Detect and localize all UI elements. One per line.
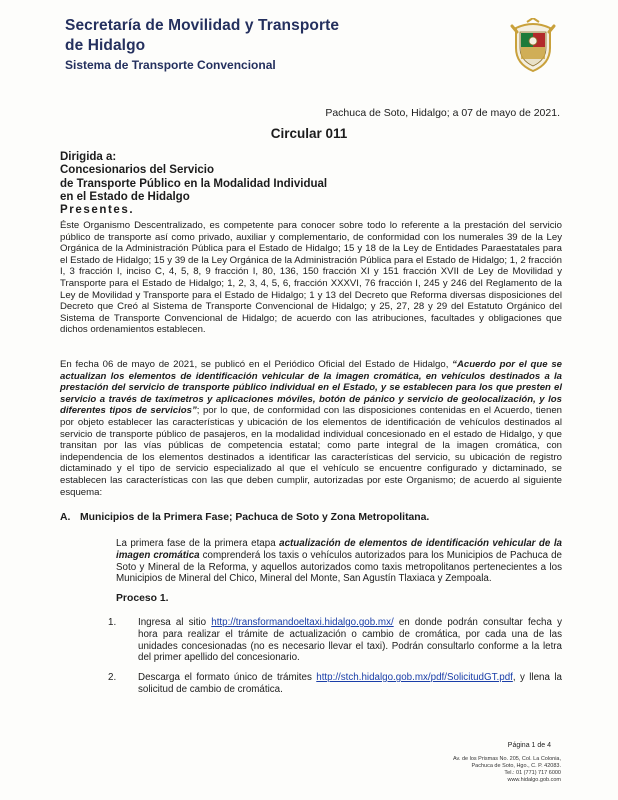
hidalgo-coat-of-arms-icon bbox=[508, 18, 558, 74]
emphasis-text: actualización de elementos de identificación vehicular de la imagen cromática bbox=[116, 538, 562, 561]
date-line: Pachuca de Soto, Hidalgo; a 07 de mayo de 2021. bbox=[325, 107, 560, 119]
addressee-line: de Transporte Público en la Modalidad Individual bbox=[60, 177, 328, 190]
organization-name bbox=[65, 16, 339, 56]
organization-name-line1: Secretaría de Movilidad y Transporte bbox=[65, 17, 340, 34]
proceso-heading: Proceso 1. bbox=[116, 593, 169, 604]
footer-address bbox=[453, 756, 561, 784]
list-text: Ingresa al sitio bbox=[138, 617, 212, 628]
phone-line: Tel.: 01 (771) 717 6000 bbox=[504, 770, 561, 776]
legal-basis-paragraph: Éste Organismo Descentralizado, es competente para conocer sobre todo lo referente a la prestación del servicio público de transporte así como privado, auxiliar y complementario, de conformidad con los numerales 39 de la Ley Orgánica de la Administración Pública para el Estado de Hidalgo; 15 y 18 de la Ley de Entidades Paraestatales para el Estado de Hidalgo; 15 y 39 de la Ley Orgánica de la Administración Pública para el Estado de Hidalgo; 1, 2 fracción I, 3 fracción I, inciso C, 4, 5, 8, 9 fracción I, 80, 136, 150 fracción XI y 151 fracción XVII de Ley de Movilidad y Transporte para el Estado de Hidalgo; 1, 2, 3, 4, 5, 6, fracción XXXVI, 76 fracción I, 245 y 246 del Reglamento de la Ley de Movilidad y Transporte para el Estado de Hidalgo; 1 y 13 del Decreto que Reforma diversas disposiciones del Decreto que Creó al Sistema de Transporte Convencional de Hidalgo; y 25, 27, 28 y 29 del Estatuto Orgánico del Sistema de Transporte Convencional de Hidalgo; de acuerdo con las atribuciones, facultades y obligaciones que dichos ordenamientos establecen. bbox=[60, 220, 562, 336]
addressee-line: Concesionarios del Servicio bbox=[60, 164, 215, 177]
list-text: , y llena la solicitud de cambio de cromática. bbox=[138, 672, 562, 695]
agreement-title: “Acuerdo por el que se actualizan los elementos de identificación vehicular de la imagen cromática, en vehículos destinados a la prestación del servicio de transporte público individual en el Estado, y se establecen para los que presten el servicio a través de taxímetros y aplicaciones móviles, botón de pánico y servicio de geolocalización, y los diferentes tipos de servicios” bbox=[60, 359, 562, 417]
paragraph-text: En fecha 06 de mayo de 2021, se publicó en el Periódico Oficial del Estado de Hidalgo, bbox=[60, 359, 453, 370]
list-item bbox=[108, 672, 562, 696]
solicitud-pdf-link[interactable]: http://stch.hidalgo.gob.mx/pdf/SolicitudGT.pdf bbox=[316, 672, 513, 683]
section-a-paragraph bbox=[116, 538, 562, 585]
paragraph-text: ; por lo que, de conformidad con las disposiciones contenidas en el Acuerdo, tienen por objeto establecer las características y ubicación de los elementos de identificación de vehículos destinados al servicio de transporte público de pasajeros, en la modalidad individual concesionado en el estado de Hidalgo, y que transitan por las vías públicas de competencia estatal; como parte integral de la imagen cromática, con independencia de los elementos destinados a identificar las características del servicio, su ubicación de registro dictaminado y el tipo de servicio especializado al que el vehículo se encuentre configurado y dictaminado, se establecen las características con las que deben cumplir, autorizadas por este Organismo; de acuerdo al siguiente esquema: bbox=[60, 405, 562, 498]
paragraph-text: La primera fase de la primera etapa bbox=[116, 538, 280, 549]
organization-name-line2: de Hidalgo bbox=[65, 37, 146, 54]
address-line: Av. de los Prismas No. 205, Col. La Colonia, bbox=[452, 756, 561, 762]
list-text: Descarga el formato único de trámites bbox=[138, 672, 317, 683]
list-item bbox=[108, 617, 562, 664]
section-title: Municipios de la Primera Fase; Pachuca de Soto y Zona Metropolitana. bbox=[80, 512, 430, 523]
publication-paragraph bbox=[60, 359, 562, 498]
paragraph-text: comprenderá los taxis o vehículos autorizados para los Municipios de Pachuca de Soto y Mineral de la Reforma, y aquellos autorizados como taxis metropolitanos pertenecientes a los Municipios de Mineral del Chico, Mineral del Monte, San Agustín Tlaxiaca y Zempoala. bbox=[116, 549, 563, 585]
section-letter: A. bbox=[60, 512, 71, 523]
list-number: 2. bbox=[108, 672, 117, 683]
transformandoeltaxi-link[interactable]: http://transformandoeltaxi.hidalgo.gob.mx/ bbox=[211, 617, 394, 628]
website-line: www.hidalgo.gob.com bbox=[507, 777, 561, 783]
presentes-label: Presentes. bbox=[60, 204, 135, 217]
page-number: Página 1 de 4 bbox=[507, 742, 551, 749]
section-a-heading bbox=[60, 512, 429, 523]
addressee-line: en el Estado de Hidalgo bbox=[60, 190, 190, 203]
list-number: 1. bbox=[108, 617, 117, 628]
addressee-heading: Dirigida a: bbox=[60, 151, 117, 163]
address-line: Pachuca de Soto, Hgo., C. P. 42083. bbox=[471, 763, 561, 769]
organization-subtitle: Sistema de Transporte Convencional bbox=[65, 58, 276, 72]
list-text: en donde podrán consultar fecha y hora para realizar el trámite de actualización o cambio de cromática, por cada una de las unidades concesionadas (no es necesario llevar el taxi). Podrán consultarlo conforme a la letra del primer apellido del concesionario. bbox=[138, 617, 562, 664]
addressee-block bbox=[60, 151, 327, 217]
circular-title: Circular 011 bbox=[270, 126, 348, 141]
